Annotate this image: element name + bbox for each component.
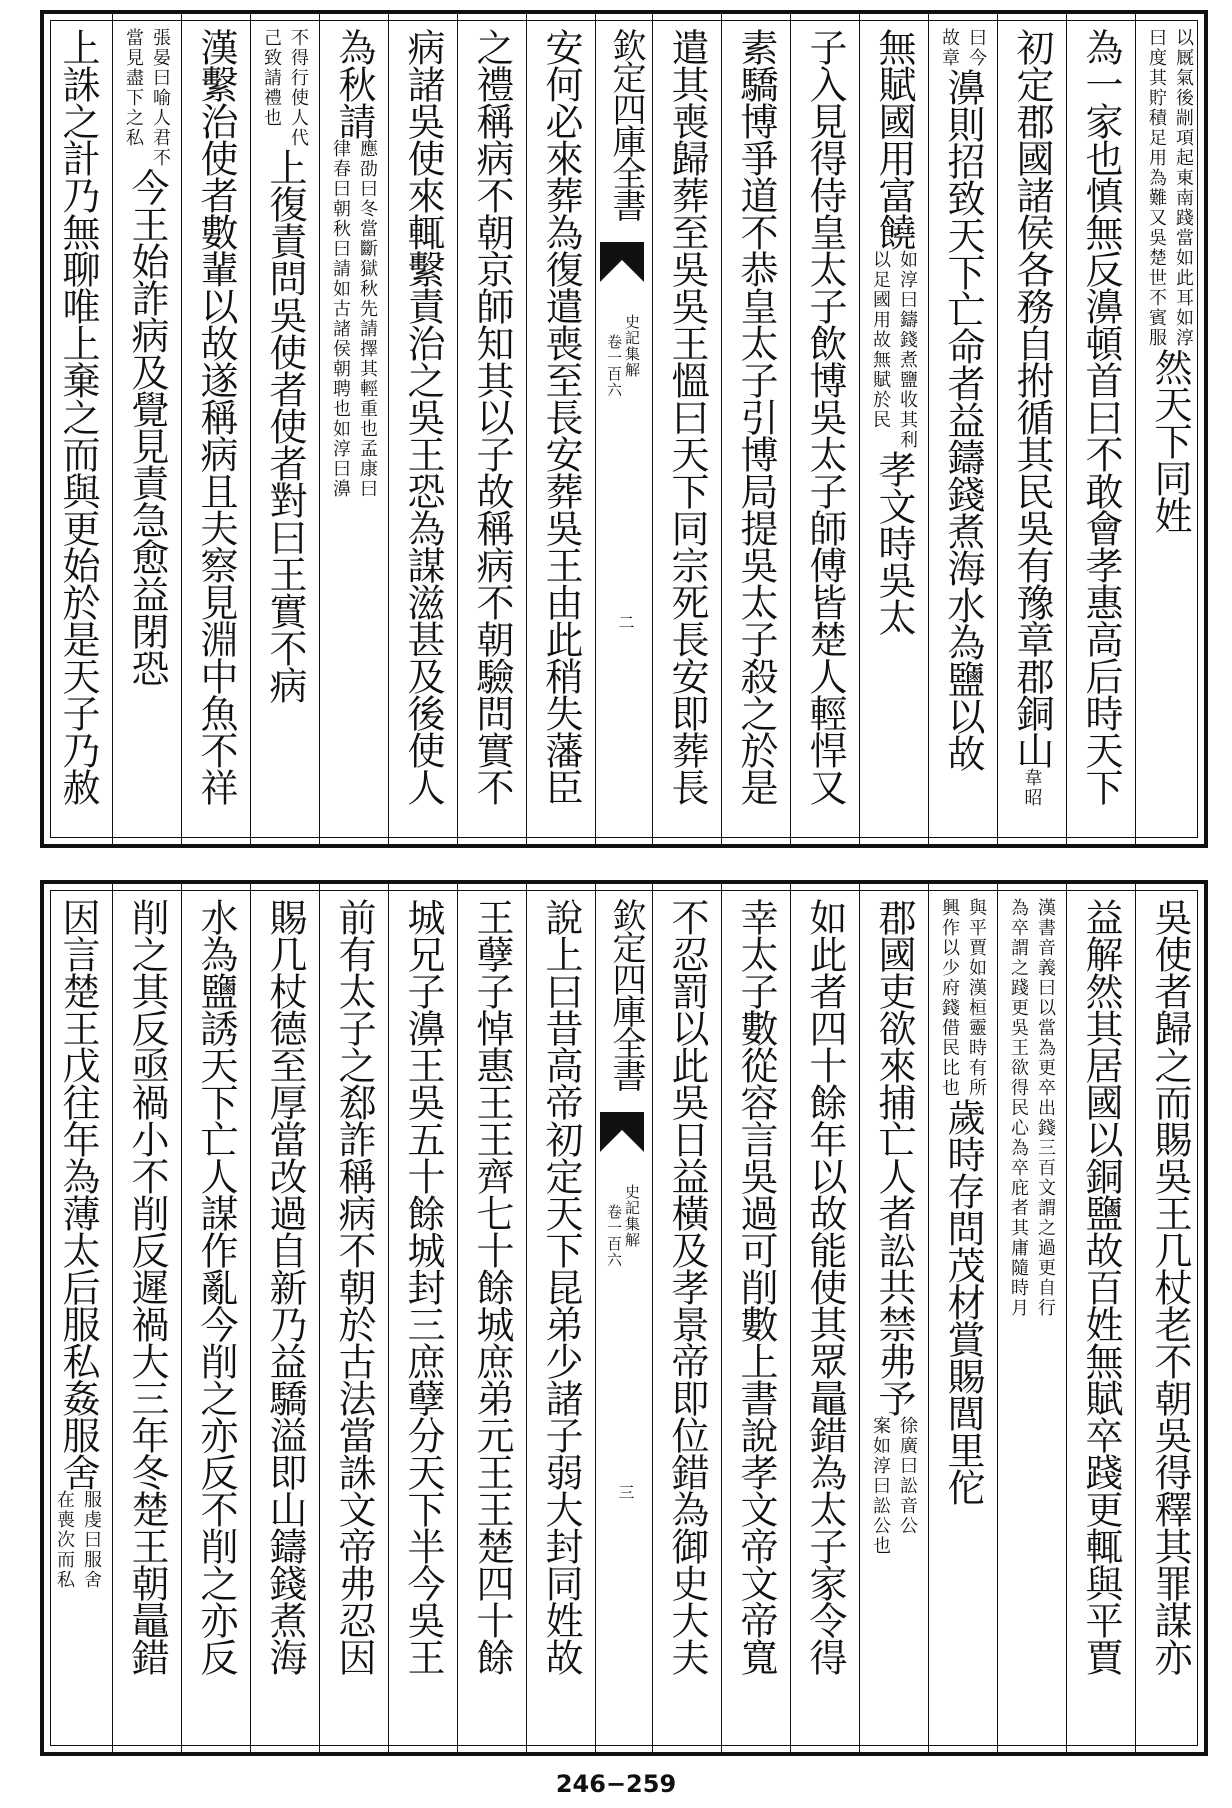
main-text: 益解然其居國以銅鹽故百姓無賦卒踐更輒與平賈 [1079, 898, 1123, 1675]
main-text: 子入見得侍皇太子飲博吳太子師傅皆楚人輕悍又 [803, 28, 847, 805]
main-text: 因言楚王戊往年為薄太后服私姦服舍 [56, 898, 100, 1490]
footer-page-number: 246−259 [555, 1770, 677, 1798]
text-column [790, 14, 859, 844]
main-text: 賜几杖德至厚當改過自新乃益驕溢即山鑄錢煮海 [263, 898, 307, 1675]
text-column [112, 14, 181, 844]
main-text: 說上曰昔高帝初定天下昆弟少諸子弱大封同姓故 [539, 898, 583, 1675]
main-text: 孝文時吳太 [872, 450, 916, 635]
main-text: 然天下同姓 [1148, 348, 1192, 533]
main-text: 濞則招致天下亡命者益鑄錢煮海水為鹽以故 [941, 68, 985, 771]
text-column [928, 14, 997, 844]
text-column [388, 884, 457, 1752]
main-text: 之禮稱病不朝京師知其以子故稱病不朝驗問實不 [470, 28, 514, 805]
commentary-line: 在喪次而私 [54, 1490, 75, 1590]
main-text: 幸太子數從容言吳過可削數上書說孝文帝文帝寬 [734, 898, 778, 1675]
text-column [388, 14, 457, 844]
commentary-line: 漢書音義曰以當為更卒出錢三百文謂之過更自行 [1035, 898, 1056, 1318]
commentary-line: 徐廣曰訟音公 [897, 1416, 918, 1536]
main-text: 郡國吏欲來捕亡人者訟共禁弗予 [872, 898, 916, 1416]
text-column [181, 14, 250, 844]
text-column [457, 884, 526, 1752]
main-text: 病諸吳使來輒繫責治之吳王恐為謀滋甚及後使人 [401, 28, 445, 805]
text-column [1066, 14, 1135, 844]
main-text: 初定郡國諸侯各務自拊循其民吳有豫章郡銅山 [1010, 28, 1054, 768]
lower-page-block [40, 880, 1208, 1756]
text-column [997, 14, 1066, 844]
commentary-line: 當見盡下之私 [123, 28, 144, 148]
volume-label: 卷一百六 [605, 334, 623, 398]
main-text: 水為鹽誘天下亡人謀作亂今削之亦反不削之亦反 [194, 898, 238, 1675]
text-column [997, 884, 1066, 1752]
commentary-line: 不得行使人代 [288, 28, 309, 148]
text-column [652, 884, 721, 1752]
commentary-line: 應劭曰冬當斷獄秋先請擇其輕重也孟康曰 [357, 139, 378, 499]
main-text: 今王始詐病及覺見責急愈益閉恐 [125, 168, 169, 686]
main-text: 上復責問吳使者使者對曰王實不病 [263, 148, 307, 703]
commentary-line: 服虔曰服舍 [81, 1490, 102, 1590]
volume-label: 史記集解 [623, 1184, 641, 1248]
text-column [652, 14, 721, 844]
commentary-line: 故章 [939, 28, 960, 68]
text-column [721, 884, 790, 1752]
text-column [1135, 14, 1204, 844]
text-column [181, 884, 250, 1752]
commentary-line: 興作以少府錢借民比也 [939, 898, 960, 1098]
text-column [112, 884, 181, 1752]
commentary-line: 律春曰朝秋曰請如古諸侯朝聘也如淳曰濞 [330, 139, 351, 499]
book-title: 欽定四庫全書 [606, 28, 646, 220]
text-column [1066, 884, 1135, 1752]
commentary-line: 與平賈如漢桓靈時有所 [966, 898, 987, 1098]
commentary-line: 以厩氣後剬項起東南踐當如此耳如淳 [1173, 28, 1194, 348]
text-column [526, 884, 595, 1752]
main-text: 歲時存問茂材賞賜閭里佗 [941, 1098, 985, 1505]
text-column [44, 14, 112, 844]
text-column [44, 884, 112, 1752]
text-column [859, 14, 928, 844]
main-text: 如此者四十餘年以故能使其眾鼂錯為太子家令得 [803, 898, 847, 1675]
center-gutter [595, 14, 652, 844]
commentary-line: 己致請禮也 [261, 28, 282, 128]
fishtail-mark-icon [600, 1112, 644, 1152]
book-title: 欽定四庫全書 [606, 898, 646, 1090]
upper-page-block [40, 10, 1208, 848]
main-text: 素驕博爭道不恭皇太子引博局提吳太子殺之於是 [734, 28, 778, 805]
main-text: 削之其反亟禍小不削反遲禍大三年冬楚王朝鼂錯 [125, 898, 169, 1675]
text-column [721, 14, 790, 844]
main-text: 為一家也慎無反濞頓首曰不敢會孝惠高后時天下 [1079, 28, 1123, 805]
commentary-line: 以足國用故無賦於民 [870, 250, 891, 430]
page-number: 三 [616, 1484, 635, 1500]
text-column [859, 884, 928, 1752]
commentary-line: 曰今 [966, 28, 987, 68]
main-text: 安何必來葬為復遣喪至長安葬吳王由此稍失藩臣 [539, 28, 583, 805]
main-text: 漢繫治使者數輩以故遂稱病且夫察見淵中魚不祥 [194, 28, 238, 805]
commentary-line: 案如淳曰訟公也 [870, 1416, 891, 1556]
text-column [928, 884, 997, 1752]
main-text: 遣其喪歸葬至吳吳王慍曰天下同宗死長安即葬長 [665, 28, 709, 805]
fishtail-mark-icon [600, 242, 644, 282]
volume-label: 史記集解 [623, 314, 641, 378]
commentary-line: 韋昭 [1021, 768, 1043, 808]
text-column [790, 884, 859, 1752]
center-gutter [595, 884, 652, 1752]
text-column [319, 884, 388, 1752]
text-column [526, 14, 595, 844]
text-column [250, 14, 319, 844]
main-text: 前有太子之郄詐稱病不朝於古法當誅文帝弗忍因 [332, 898, 376, 1675]
main-text: 不忍罰以此吳日益橫及孝景帝即位錯為御史大夫 [665, 898, 709, 1675]
text-column [457, 14, 526, 844]
commentary-line: 曰度其貯積足用為難又吳楚世不賓服 [1146, 28, 1167, 348]
text-column [319, 14, 388, 844]
text-column [250, 884, 319, 1752]
main-text: 吳使者歸之而賜吳王几杖老不朝吳得釋其罪謀亦 [1148, 898, 1192, 1675]
main-text: 無賦國用富饒 [872, 28, 916, 250]
commentary-line: 如淳曰鑄錢煮鹽收其利 [897, 250, 918, 450]
commentary-line: 為卒謂之踐更吳王欲得民心為卒庇者其庸隨時月 [1008, 898, 1029, 1318]
commentary-line: 張晏曰喻人君不 [150, 28, 171, 168]
volume-label: 卷一百六 [605, 1204, 623, 1268]
page-number: 二 [616, 614, 635, 630]
main-text: 上誅之計乃無聊唯上棄之而與更始於是天子乃赦 [56, 28, 100, 805]
text-column [1135, 884, 1204, 1752]
main-text: 王孽子悼惠王王齊七十餘城庶弟元王王楚四十餘 [470, 898, 514, 1675]
main-text: 城兄子濞王吳五十餘城封三庶孽分天下半今吳王 [401, 898, 445, 1675]
main-text: 為秋請 [332, 28, 376, 139]
